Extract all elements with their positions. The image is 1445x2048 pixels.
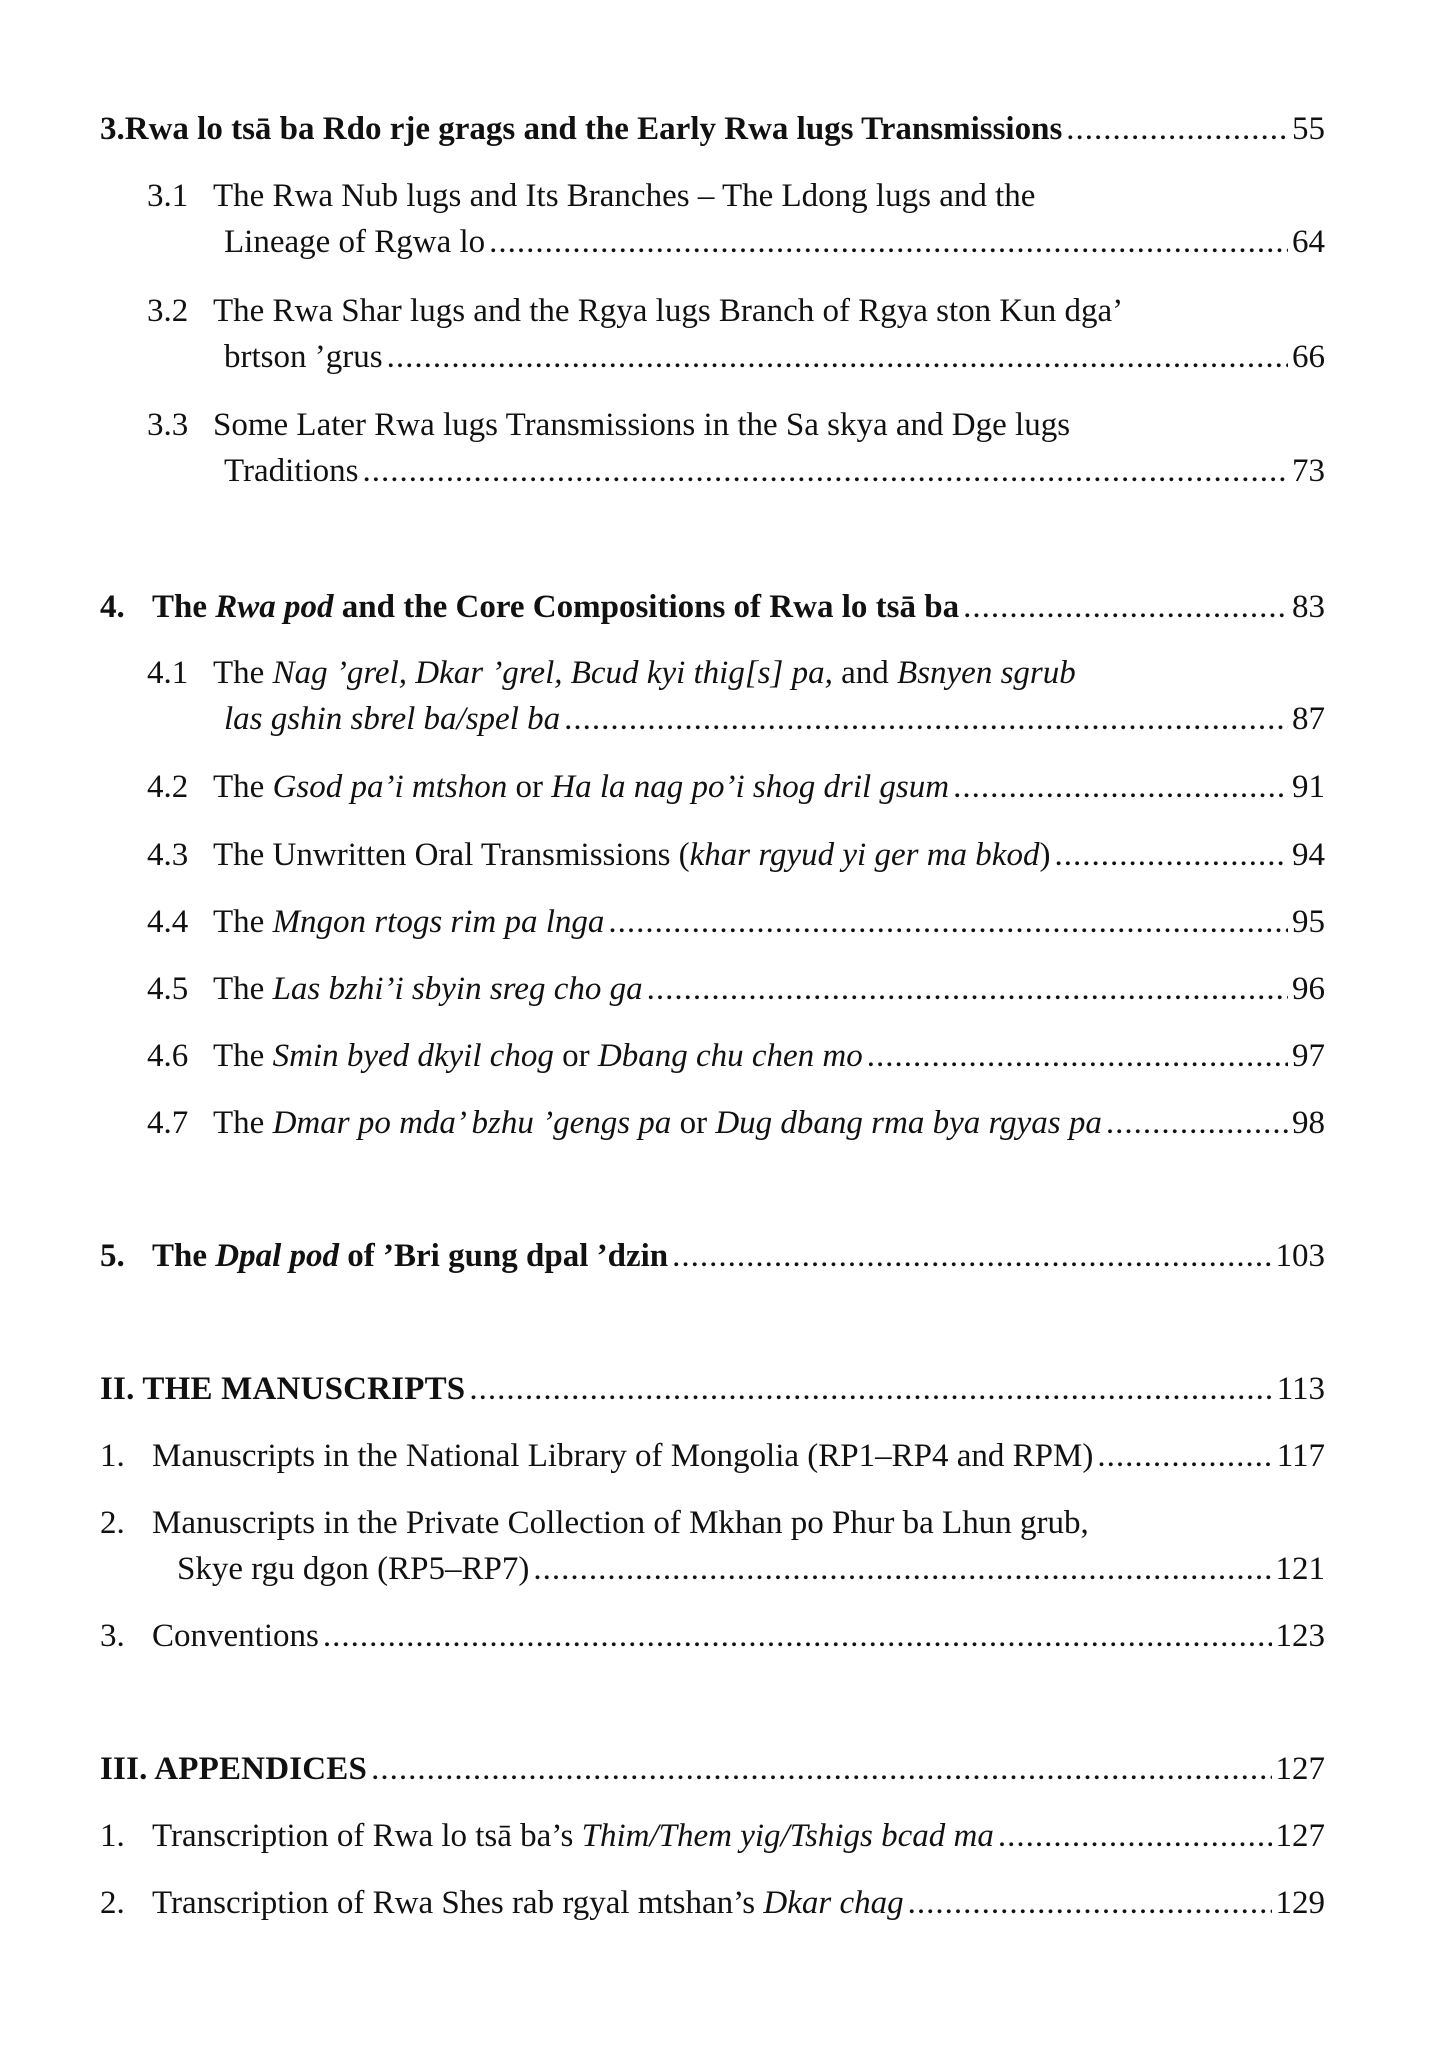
page-number: 127 bbox=[1275, 1751, 1325, 1787]
page-number: 129 bbox=[1275, 1885, 1325, 1921]
item-title-italic: Thim/Them yig/Tshigs bcad ma bbox=[581, 1818, 994, 1854]
dot-leader bbox=[387, 334, 1288, 380]
toc-part-3-item-1 bbox=[100, 1813, 1325, 1859]
page-number: 95 bbox=[1292, 904, 1325, 940]
page-number: 87 bbox=[1292, 701, 1325, 737]
toc-part-2-item-3 bbox=[100, 1613, 1325, 1659]
toc-section-3-1 bbox=[147, 173, 1325, 265]
dot-leader bbox=[371, 1746, 1271, 1792]
chapter-title: Rwa lo tsā ba Rdo rje grags and the Early Rwa lugs Transmissions bbox=[124, 111, 1063, 147]
toc-section-4-5 bbox=[147, 966, 1325, 1012]
toc-chapter-3 bbox=[100, 106, 1325, 152]
toc-chapter-5 bbox=[100, 1233, 1325, 1279]
page-number: 121 bbox=[1275, 1551, 1325, 1587]
page-number: 64 bbox=[1292, 224, 1325, 260]
page-number: 83 bbox=[1292, 589, 1325, 625]
page-number: 73 bbox=[1292, 453, 1325, 489]
toc-chapter-4 bbox=[100, 584, 1325, 630]
section-number: 4.7 bbox=[147, 1105, 189, 1141]
section-title-line1: The Rwa Nub lugs and Its Branches – The Ldong lugs and the bbox=[213, 178, 1036, 214]
item-number: 2. bbox=[100, 1505, 125, 1541]
chapter-title-italic: Dpal pod bbox=[215, 1238, 340, 1274]
dot-leader bbox=[1066, 106, 1288, 152]
section-title-italic: Nag ’grel, Dkar ’grel, Bcud kyi thig[s] pa, bbox=[272, 655, 833, 691]
section-title-italic-2: Dug dbang rma bya rgyas pa bbox=[715, 1105, 1102, 1141]
section-title-italic: Las bzhi’i sbyin sreg cho ga bbox=[272, 971, 643, 1007]
section-title-line2: las gshin sbrel ba/spel ba bbox=[224, 701, 561, 737]
toc-section-4-2 bbox=[147, 764, 1325, 810]
page-number: 66 bbox=[1292, 339, 1325, 375]
item-title-line2: Skye rgu dgon (RP5–RP7) bbox=[177, 1551, 530, 1587]
section-title-italic-2: Dbang chu chen mo bbox=[597, 1038, 863, 1074]
chapter-title-a: The bbox=[152, 589, 208, 625]
section-number: 4.5 bbox=[147, 971, 189, 1007]
chapter-title-a: The bbox=[152, 1238, 208, 1274]
item-title-line1: Manuscripts in the Private Collection of Mkhan po Phur ba Lhun grub, bbox=[152, 1505, 1089, 1541]
page-number: 96 bbox=[1292, 971, 1325, 1007]
toc-section-4-3 bbox=[147, 832, 1325, 878]
section-title-a: The bbox=[213, 1038, 265, 1074]
toc-section-4-7 bbox=[147, 1100, 1325, 1146]
page-number: 98 bbox=[1292, 1105, 1325, 1141]
item-number: 1. bbox=[100, 1438, 125, 1474]
section-title-c: or bbox=[515, 769, 543, 805]
chapter-title-italic: Rwa pod bbox=[215, 589, 334, 625]
page-number: 97 bbox=[1292, 1038, 1325, 1074]
item-title-italic: Dkar chag bbox=[763, 1885, 904, 1921]
section-title-a: The bbox=[213, 655, 265, 691]
toc-part-3 bbox=[100, 1746, 1325, 1792]
toc-part-2-item-2 bbox=[100, 1500, 1325, 1592]
dot-leader bbox=[672, 1233, 1271, 1279]
toc-section-4-6 bbox=[147, 1033, 1325, 1079]
section-number: 3.3 bbox=[147, 407, 189, 443]
section-title-c: or bbox=[562, 1038, 590, 1074]
section-title-a: The bbox=[213, 769, 265, 805]
dot-leader bbox=[533, 1546, 1271, 1592]
page-number: 91 bbox=[1292, 769, 1325, 805]
item-number: 2. bbox=[100, 1885, 125, 1921]
section-title-line1: The Rwa Shar lugs and the Rgya lugs Branch of Rgya ston Kun dga’ bbox=[213, 293, 1124, 329]
item-number: 1. bbox=[100, 1818, 125, 1854]
part-title: II. THE MANUSCRIPTS bbox=[100, 1371, 466, 1407]
dot-leader bbox=[362, 448, 1288, 494]
part-title: III. APPENDICES bbox=[100, 1751, 368, 1787]
toc-section-4-4 bbox=[147, 899, 1325, 945]
page-number: 55 bbox=[1292, 111, 1325, 147]
dot-leader bbox=[564, 696, 1288, 742]
item-title: Conventions bbox=[152, 1618, 319, 1654]
section-title-c: and bbox=[841, 655, 889, 691]
toc-part-2-item-1 bbox=[100, 1433, 1325, 1479]
dot-leader bbox=[1106, 1100, 1288, 1146]
section-title-italic: Gsod pa’i mtshon bbox=[272, 769, 508, 805]
section-number: 4.2 bbox=[147, 769, 189, 805]
chapter-title-c: of ’Bri gung dpal ’dzin bbox=[347, 1238, 669, 1274]
dot-leader bbox=[647, 966, 1288, 1012]
section-title-a: The bbox=[213, 904, 265, 940]
section-title-a: The bbox=[213, 971, 265, 1007]
page-number: 113 bbox=[1276, 1371, 1325, 1407]
item-title: Manuscripts in the National Library of Mongolia (RP1–RP4 and RPM) bbox=[152, 1438, 1094, 1474]
toc-section-3-2 bbox=[147, 288, 1325, 380]
section-title-c: ) bbox=[1039, 837, 1051, 873]
section-title-line2: brtson ’grus bbox=[224, 339, 383, 375]
section-title-italic: Dmar po mda’ bzhu ’gengs pa bbox=[272, 1105, 672, 1141]
section-title-italic: Smin byed dkyil chog bbox=[272, 1038, 554, 1074]
section-title-italic-2: Ha la nag po’i shog dril gsum bbox=[551, 769, 950, 805]
page-number: 127 bbox=[1275, 1818, 1325, 1854]
section-number: 3.2 bbox=[147, 293, 189, 329]
dot-leader bbox=[963, 584, 1288, 630]
item-title-a: Transcription of Rwa Shes rab rgyal mtshan’s bbox=[152, 1885, 756, 1921]
page-number: 123 bbox=[1275, 1618, 1325, 1654]
section-number: 4.4 bbox=[147, 904, 189, 940]
chapter-number: 5. bbox=[100, 1238, 125, 1274]
page-number: 94 bbox=[1292, 837, 1325, 873]
dot-leader bbox=[998, 1813, 1272, 1859]
toc-section-3-3 bbox=[147, 402, 1325, 494]
toc-section-4-1 bbox=[147, 650, 1325, 742]
section-title-italic: Mngon rtogs rim pa lnga bbox=[272, 904, 605, 940]
section-title-a: The bbox=[213, 1105, 265, 1141]
page-number: 103 bbox=[1275, 1238, 1325, 1274]
dot-leader bbox=[908, 1880, 1272, 1926]
dot-leader bbox=[608, 899, 1288, 945]
dot-leader bbox=[867, 1033, 1288, 1079]
section-title-italic: khar rgyud yi ger ma bkod bbox=[689, 837, 1040, 873]
section-title-line2: Traditions bbox=[224, 453, 359, 489]
section-title-a: The Unwritten Oral Transmissions ( bbox=[213, 837, 690, 873]
section-title-c: or bbox=[679, 1105, 708, 1141]
chapter-title-c: and the Core Compositions of Rwa lo tsā ba bbox=[341, 589, 960, 625]
page-number: 117 bbox=[1276, 1438, 1325, 1474]
dot-leader bbox=[469, 1366, 1272, 1412]
item-number: 3. bbox=[100, 1618, 125, 1654]
section-number: 4.3 bbox=[147, 837, 189, 873]
dot-leader bbox=[1097, 1433, 1272, 1479]
toc-part-2 bbox=[100, 1366, 1325, 1412]
dot-leader bbox=[489, 219, 1288, 265]
dot-leader bbox=[1054, 832, 1288, 878]
section-title-line2: Lineage of Rgwa lo bbox=[224, 224, 486, 260]
section-title-italic-2: Bsnyen sgrub bbox=[897, 655, 1076, 691]
chapter-number: 3. bbox=[100, 111, 125, 147]
section-number: 4.1 bbox=[147, 655, 189, 691]
section-number: 4.6 bbox=[147, 1038, 189, 1074]
section-title-line1: Some Later Rwa lugs Transmissions in the Sa skya and Dge lugs bbox=[213, 407, 1071, 443]
dot-leader bbox=[953, 764, 1288, 810]
toc-part-3-item-2 bbox=[100, 1880, 1325, 1926]
chapter-number: 4. bbox=[100, 589, 125, 625]
item-title-a: Transcription of Rwa lo tsā ba’s bbox=[152, 1818, 574, 1854]
section-number: 3.1 bbox=[147, 178, 189, 214]
dot-leader bbox=[323, 1613, 1272, 1659]
